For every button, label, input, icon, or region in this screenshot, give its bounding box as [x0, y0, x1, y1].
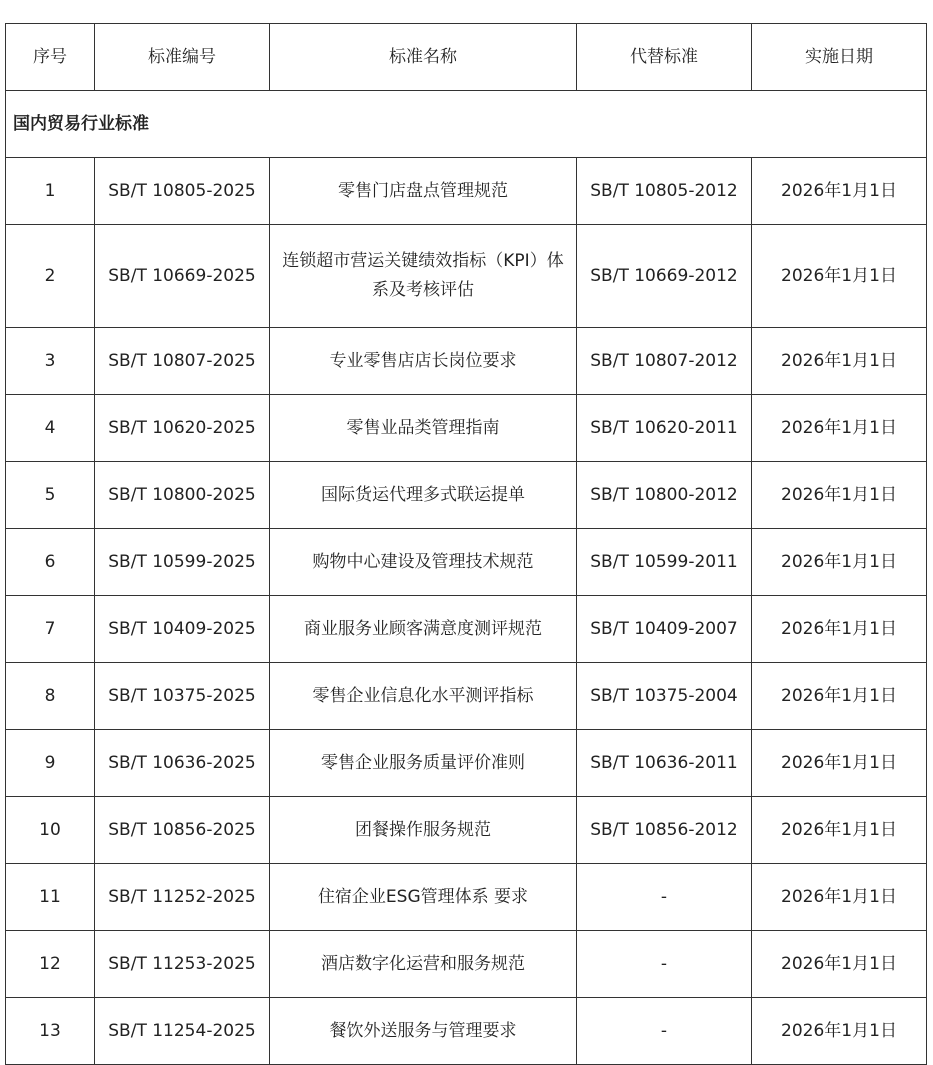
replaced-standard-cell: SB/T 10375-2004 — [577, 663, 752, 730]
replaced-standard-cell: - — [577, 931, 752, 998]
standard-name-cell: 国际货运代理多式联运提单 — [270, 462, 577, 529]
standard-code-cell: SB/T 11254-2025 — [95, 998, 270, 1065]
row-no-cell: 7 — [6, 596, 95, 663]
standard-name-cell: 团餐操作服务规范 — [270, 797, 577, 864]
implementation-date-cell: 2026年1月1日 — [752, 462, 927, 529]
standard-code-cell: SB/T 10375-2025 — [95, 663, 270, 730]
standard-code-cell: SB/T 10800-2025 — [95, 462, 270, 529]
header-cell-date: 实施日期 — [752, 24, 927, 91]
table-row — [6, 529, 927, 596]
section-title: 国内贸易行业标准 — [6, 91, 927, 158]
standard-code-cell: SB/T 11253-2025 — [95, 931, 270, 998]
row-no-cell: 4 — [6, 395, 95, 462]
replaced-standard-cell: SB/T 10409-2007 — [577, 596, 752, 663]
implementation-date-cell: 2026年1月1日 — [752, 730, 927, 797]
standard-name-cell: 购物中心建设及管理技术规范 — [270, 529, 577, 596]
standard-code-cell: SB/T 10620-2025 — [95, 395, 270, 462]
standard-name-cell: 零售企业服务质量评价准则 — [270, 730, 577, 797]
implementation-date-cell: 2026年1月1日 — [752, 998, 927, 1065]
implementation-date-cell: 2026年1月1日 — [752, 931, 927, 998]
row-no-cell: 2 — [6, 225, 95, 328]
standards-table-container — [5, 23, 927, 1065]
row-no-cell: 13 — [6, 998, 95, 1065]
table-row — [6, 462, 927, 529]
table-header-row — [6, 24, 927, 91]
header-cell-replace: 代替标准 — [577, 24, 752, 91]
row-no-cell: 5 — [6, 462, 95, 529]
row-no-cell: 10 — [6, 797, 95, 864]
table-row — [6, 596, 927, 663]
row-no-cell: 9 — [6, 730, 95, 797]
header-cell-no: 序号 — [6, 24, 95, 91]
replaced-standard-cell: - — [577, 864, 752, 931]
standard-name-cell: 住宿企业ESG管理体系 要求 — [270, 864, 577, 931]
implementation-date-cell: 2026年1月1日 — [752, 663, 927, 730]
implementation-date-cell: 2026年1月1日 — [752, 158, 927, 225]
replaced-standard-cell: SB/T 10805-2012 — [577, 158, 752, 225]
standard-code-cell: SB/T 10636-2025 — [95, 730, 270, 797]
table-row — [6, 998, 927, 1065]
standard-name-cell: 连锁超市营运关键绩效指标（KPI）体系及考核评估 — [270, 225, 577, 328]
table-row — [6, 797, 927, 864]
table-row — [6, 864, 927, 931]
table-body — [6, 158, 927, 1065]
header-cell-code: 标准编号 — [95, 24, 270, 91]
standard-code-cell: SB/T 10856-2025 — [95, 797, 270, 864]
standard-name-cell: 零售业品类管理指南 — [270, 395, 577, 462]
standard-code-cell: SB/T 10599-2025 — [95, 529, 270, 596]
implementation-date-cell: 2026年1月1日 — [752, 395, 927, 462]
standard-name-cell: 酒店数字化运营和服务规范 — [270, 931, 577, 998]
standard-name-cell: 零售企业信息化水平测评指标 — [270, 663, 577, 730]
replaced-standard-cell: - — [577, 998, 752, 1065]
row-no-cell: 11 — [6, 864, 95, 931]
table-row — [6, 328, 927, 395]
replaced-standard-cell: SB/T 10636-2011 — [577, 730, 752, 797]
standard-code-cell: SB/T 10805-2025 — [95, 158, 270, 225]
standard-name-cell: 商业服务业顾客满意度测评规范 — [270, 596, 577, 663]
implementation-date-cell: 2026年1月1日 — [752, 797, 927, 864]
table-row — [6, 730, 927, 797]
implementation-date-cell: 2026年1月1日 — [752, 864, 927, 931]
standard-name-cell: 零售门店盘点管理规范 — [270, 158, 577, 225]
replaced-standard-cell: SB/T 10807-2012 — [577, 328, 752, 395]
implementation-date-cell: 2026年1月1日 — [752, 529, 927, 596]
replaced-standard-cell: SB/T 10800-2012 — [577, 462, 752, 529]
table-row — [6, 663, 927, 730]
implementation-date-cell: 2026年1月1日 — [752, 328, 927, 395]
header-cell-name: 标准名称 — [270, 24, 577, 91]
standard-name-cell: 专业零售店店长岗位要求 — [270, 328, 577, 395]
table-row — [6, 931, 927, 998]
row-no-cell: 3 — [6, 328, 95, 395]
standard-code-cell: SB/T 10807-2025 — [95, 328, 270, 395]
standard-code-cell: SB/T 10669-2025 — [95, 225, 270, 328]
row-no-cell: 12 — [6, 931, 95, 998]
row-no-cell: 1 — [6, 158, 95, 225]
table-row — [6, 225, 927, 328]
row-no-cell: 8 — [6, 663, 95, 730]
standards-table — [5, 23, 927, 1065]
implementation-date-cell: 2026年1月1日 — [752, 225, 927, 328]
replaced-standard-cell: SB/T 10669-2012 — [577, 225, 752, 328]
replaced-standard-cell: SB/T 10620-2011 — [577, 395, 752, 462]
replaced-standard-cell: SB/T 10599-2011 — [577, 529, 752, 596]
table-row — [6, 395, 927, 462]
table-row — [6, 158, 927, 225]
section-row — [6, 91, 927, 158]
row-no-cell: 6 — [6, 529, 95, 596]
standard-name-cell: 餐饮外送服务与管理要求 — [270, 998, 577, 1065]
replaced-standard-cell: SB/T 10856-2012 — [577, 797, 752, 864]
standard-code-cell: SB/T 10409-2025 — [95, 596, 270, 663]
implementation-date-cell: 2026年1月1日 — [752, 596, 927, 663]
standard-code-cell: SB/T 11252-2025 — [95, 864, 270, 931]
